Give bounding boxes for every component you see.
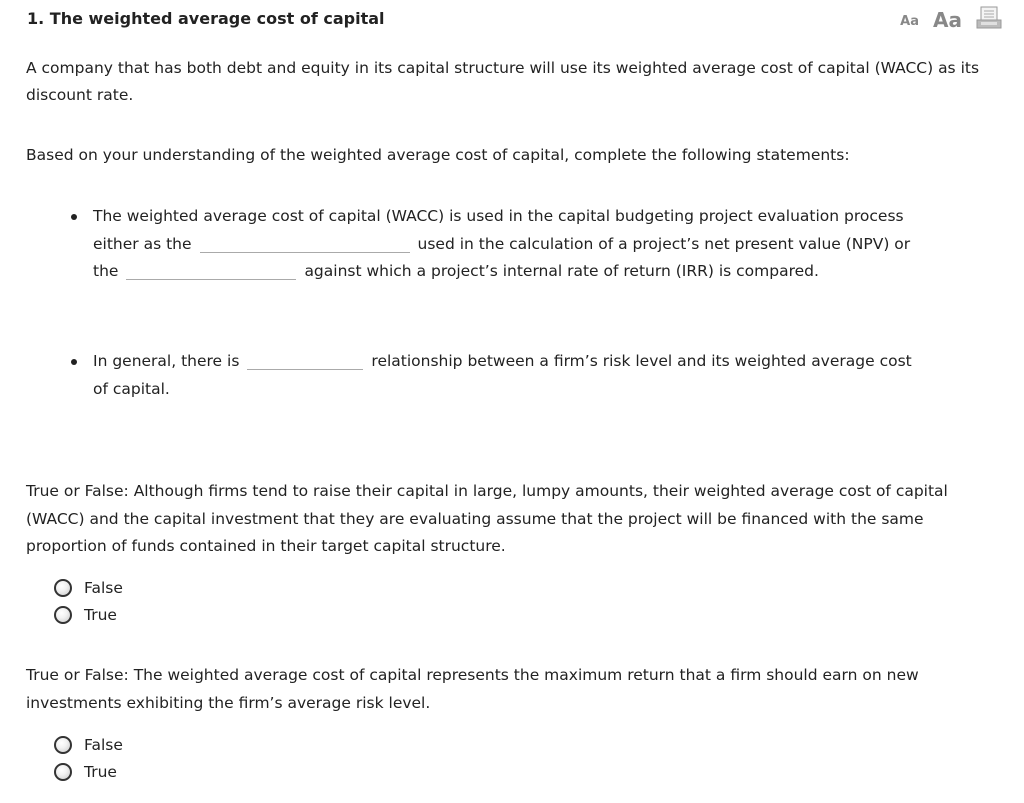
question-1-options: [54, 574, 123, 628]
text-size-small-button[interactable]: Aa: [900, 14, 920, 29]
question-title: 1. The weighted average cost of capital: [27, 9, 385, 28]
statement-1: [93, 203, 913, 286]
question-2-text: True or False: The weighted average cost of capital represents the maximum return that a firm should earn on new investments exhibiting the firm’s average risk level.: [26, 666, 919, 712]
statement-1-text-a: The weighted average cost of capital (WACC) is used in the capital budgeting project evaluation process either as the: [93, 207, 904, 253]
statement-1-text-b: used in the calculation of a project’s net present value (NPV) or the: [93, 234, 911, 280]
radio-button[interactable]: [54, 763, 72, 781]
question-1-option-true[interactable]: [54, 601, 123, 628]
radio-button[interactable]: [54, 606, 72, 624]
question-1-text: True or False: Although firms tend to raise their capital in large, lumpy amounts, their weighted average cost of capital (WACC) and the capital investment that they are evaluating assume that the project will be financed with the same proportion of funds contained in their target capital structure.: [26, 482, 948, 555]
option-label: True: [84, 762, 117, 781]
option-label: False: [84, 735, 123, 754]
option-label: True: [84, 605, 117, 624]
statement-2-text-a: In general, there is: [93, 352, 240, 370]
text-size-large-button[interactable]: Aa: [933, 8, 962, 32]
blank-2-dropdown[interactable]: [126, 261, 296, 280]
intro-paragraph: A company that has both debt and equity in its capital structure will use its weighted average cost of capital (WACC) as its discount rate.: [26, 59, 980, 104]
blank-1-dropdown[interactable]: [200, 234, 410, 253]
toolbar: [900, 6, 1002, 30]
question-2-option-true[interactable]: [54, 758, 123, 785]
print-icon[interactable]: [976, 6, 1002, 30]
blank-3-dropdown[interactable]: [247, 351, 363, 370]
question-1-option-false[interactable]: [54, 574, 123, 601]
option-label: False: [84, 578, 123, 597]
statement-1-text-c: against which a project’s internal rate of return (IRR) is compared.: [304, 262, 819, 280]
radio-button[interactable]: [54, 579, 72, 597]
question-2-options: [54, 731, 123, 785]
statement-2-text-b: relationship between a firm’s risk level and its weighted average cost of capital.: [93, 352, 912, 398]
radio-button[interactable]: [54, 736, 72, 754]
statement-2: [93, 348, 913, 403]
instruction-paragraph: Based on your understanding of the weighted average cost of capital, complete the following statements:: [26, 146, 850, 164]
question-2-option-false[interactable]: [54, 731, 123, 758]
